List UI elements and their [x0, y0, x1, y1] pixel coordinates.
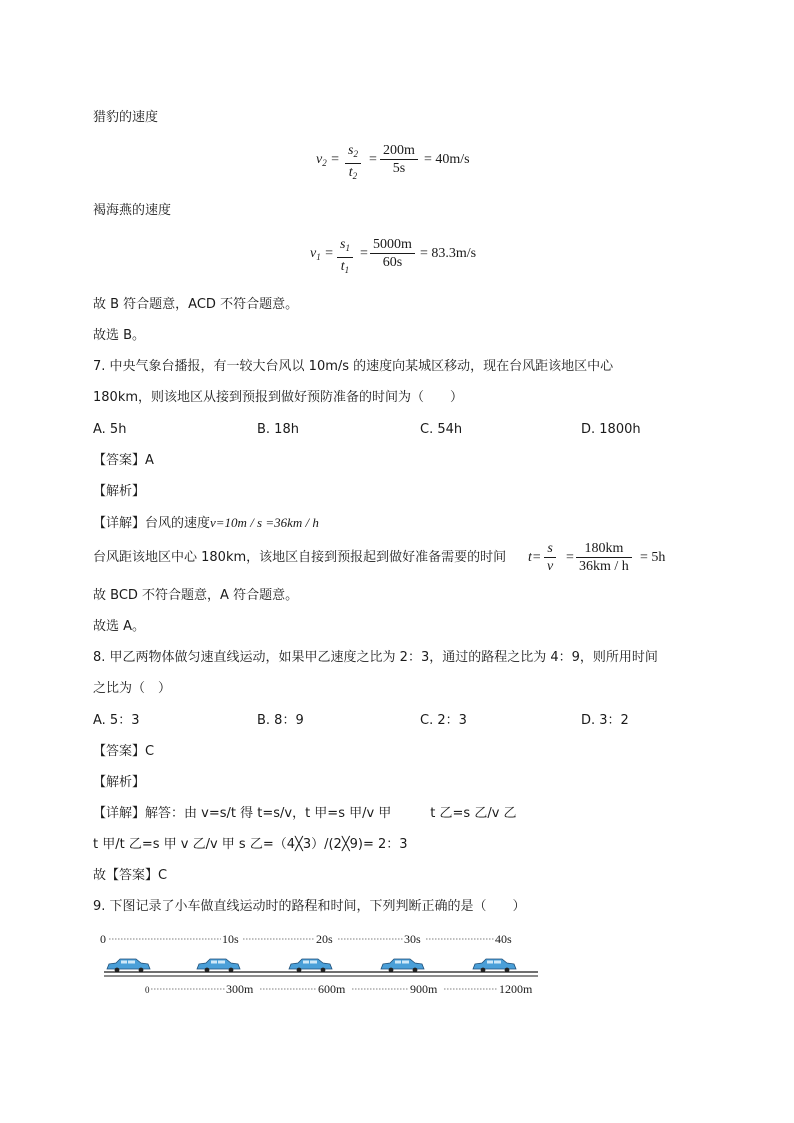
q8-option-b: B. 8：9	[257, 713, 304, 728]
q7-analysis-heading: 【解析】	[93, 484, 146, 499]
q8-answer: 【答案】C	[93, 744, 155, 759]
q7-stem-line2: 180km，则该地区从接到预报到做好预防准备的时间为（ ）	[93, 390, 464, 405]
q8-option-c: C. 2：3	[420, 713, 467, 728]
q7-choice: 故选 A。	[93, 619, 146, 634]
car-icon	[381, 959, 424, 972]
q7-conclusion: 故 BCD 不符合题意，A 符合题意。	[93, 588, 299, 603]
time-label: 0	[100, 932, 106, 946]
q7-answer: 【答案】A	[93, 453, 154, 468]
q8-option-d: D. 3：2	[581, 713, 629, 728]
q7-option-d: D. 1800h	[581, 422, 641, 437]
car-icon	[289, 959, 332, 972]
car-icon	[473, 959, 516, 972]
distance-label: 0	[145, 985, 150, 995]
time-label: 10s	[222, 932, 239, 946]
q7-option-c: C. 54h	[420, 422, 463, 437]
q7-option-b: B. 18h	[257, 422, 299, 437]
q8-detail-line2: t 甲/t 乙=s 甲 v 乙/v 甲 s 乙=（4╳3）/(2╳9)= 2：3	[93, 837, 408, 852]
q7-option-a: A. 5h	[93, 422, 127, 437]
distance-label: 900m	[410, 982, 438, 996]
q7-detail: 【详解】台风的速度v=10m / s =36km / h	[93, 515, 319, 531]
distance-label: 1200m	[499, 982, 533, 996]
q9-stem: 9. 下图记录了小车做直线运动时的路程和时间，下列判断正确的是（ ）	[93, 899, 526, 914]
q6-conclusion: 故 B 符合题意，ACD 不符合题意。	[93, 297, 299, 312]
q8-final-answer: 故【答案】C	[93, 868, 168, 883]
q8-stem-line2: 之比为（ ）	[93, 681, 172, 696]
q6-choice: 故选 B。	[93, 328, 146, 343]
time-label: 40s	[495, 932, 512, 946]
distance-label: 300m	[226, 982, 254, 996]
road	[104, 972, 538, 976]
car-motion-diagram	[98, 928, 546, 1000]
q8-detail-line1: 【详解】解答：由 v=s/t 得 t=s/v，t 甲=s 甲/v 甲 t 乙=s 乙/v 乙	[93, 806, 517, 821]
distance-label: 600m	[318, 982, 346, 996]
distance-axis	[145, 982, 533, 996]
time-axis	[100, 932, 512, 946]
q8-analysis-heading: 【解析】	[93, 775, 146, 790]
petrel-speed-label: 褐海燕的速度	[93, 203, 172, 218]
cheetah-speed-label: 猎豹的速度	[93, 110, 159, 125]
q7-stem-line1: 7. 中央气象台播报，有一较大台风以 10m/s 的速度向某城区移动，现在台风距该地区中心	[93, 359, 614, 374]
time-label: 20s	[316, 932, 333, 946]
car-icon	[197, 959, 240, 972]
cars-row	[107, 959, 516, 972]
q8-stem-line1: 8. 甲乙两物体做匀速直线运动，如果甲乙速度之比为 2：3，通过的路程之比为 4：9，则所用时间	[93, 650, 658, 665]
q8-option-a: A. 5：3	[93, 713, 140, 728]
time-label: 30s	[404, 932, 421, 946]
car-icon	[107, 959, 150, 972]
